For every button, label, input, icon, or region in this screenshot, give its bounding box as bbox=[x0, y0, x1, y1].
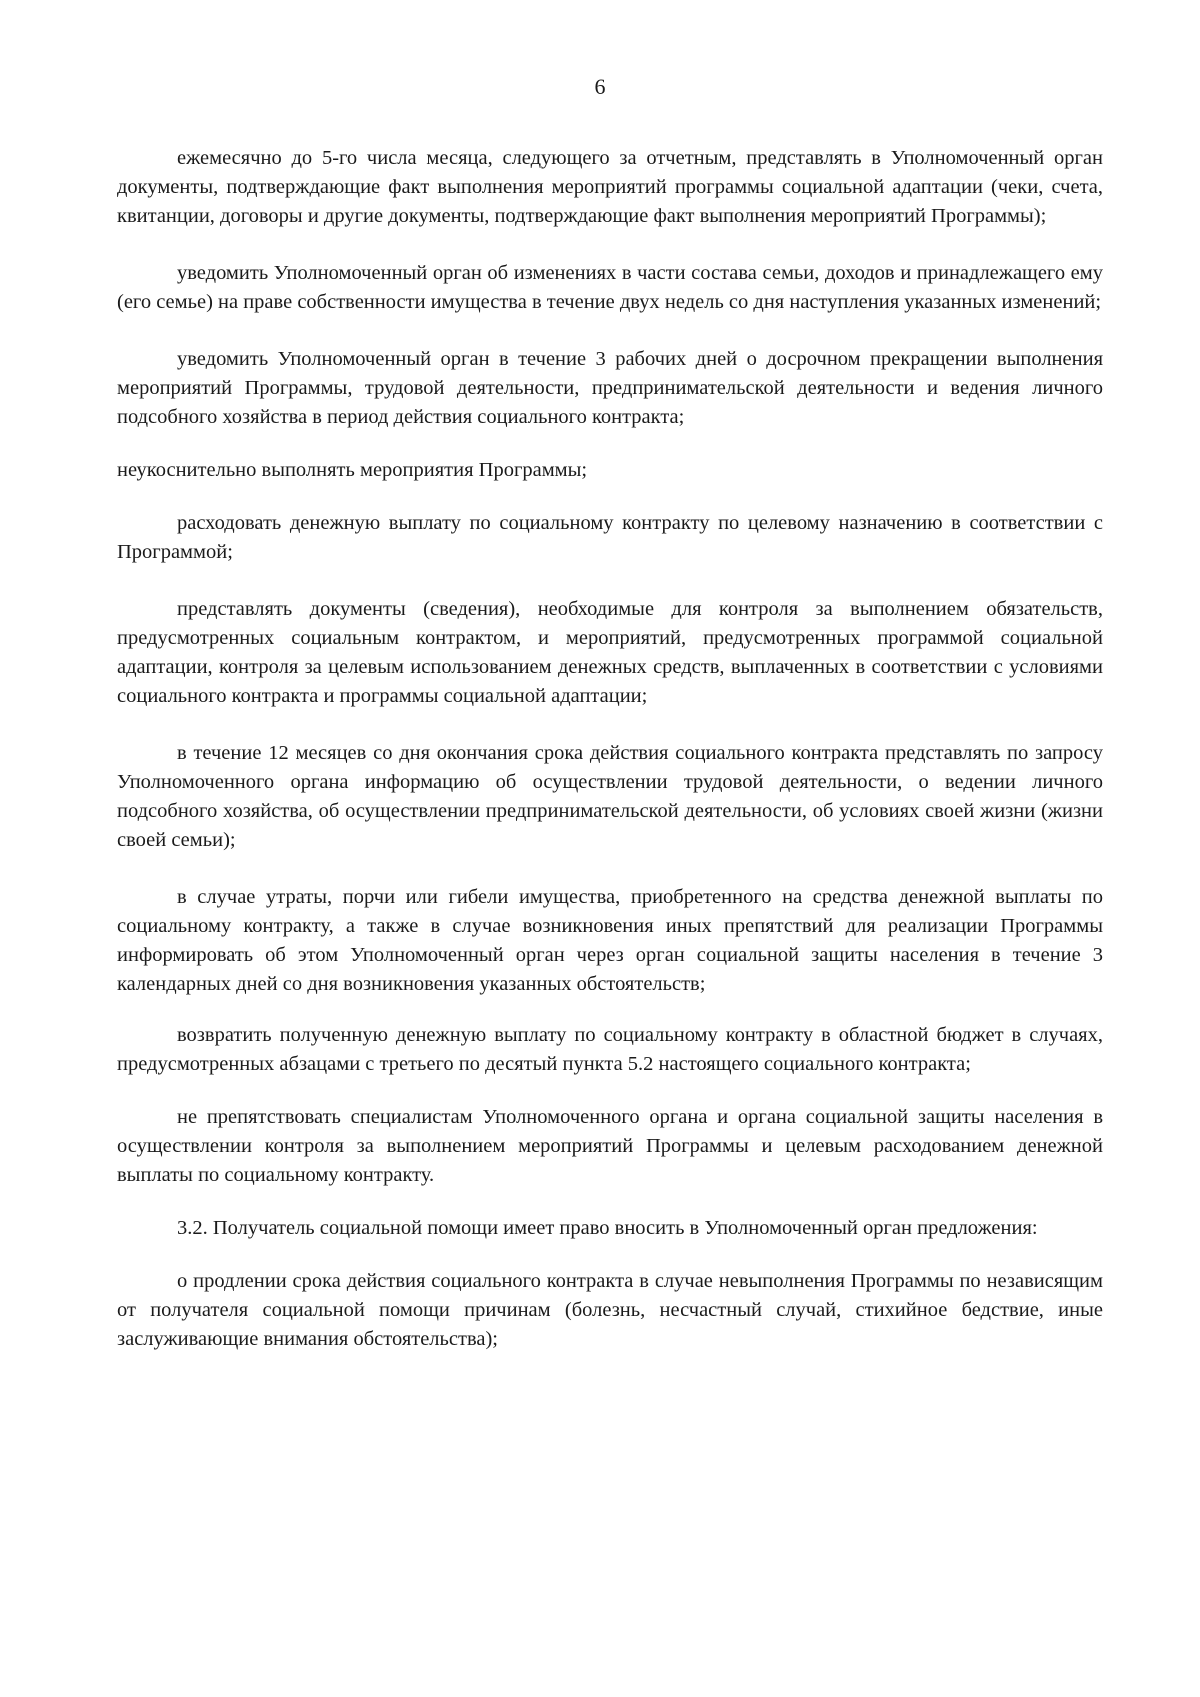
paragraph-twelve-months-report: в течение 12 месяцев со дня окончания срока действия социального контракта представлять по запросу Уполномоченного органа информацию об осуществлении трудовой деятельности, о ведении личного подсобного хозяйства, об осуществлении предпринимательской деятельности, об условиях своей жизни (жизни своей семьи); bbox=[117, 742, 1103, 851]
paragraph-do-not-obstruct: не препятствовать специалистам Уполномоченного органа и органа социальной защиты населения в осуществлении контроля за выполнением мероприятий Программы и целевым расходованием денежной выплаты по социальному контракту. bbox=[117, 1106, 1103, 1186]
paragraph-notify-changes: уведомить Уполномоченный орган об изменениях в части состава семьи, доходов и принадлежащего ему (его семье) на праве собственности имущества в течение двух недель со дня наступления указанных изменений; bbox=[117, 262, 1103, 313]
paragraph-extend-contract: о продлении срока действия социального контракта в случае невыполнения Программы по независящим от получателя социальной помощи причинам (болезнь, несчастный случай, стихийное бедствие, иные заслуживающие внимания обстоятельства); bbox=[117, 1270, 1103, 1350]
paragraph-notify-early-termination: уведомить Уполномоченный орган в течение 3 рабочих дней о досрочном прекращении выполнения мероприятий Программы, трудовой деятельности, предпринимательской деятельности и ведения личного подсобного хозяйства в период действия социального контракта; bbox=[117, 348, 1103, 428]
paragraph-fulfill-program: неукоснительно выполнять мероприятия Программы; bbox=[117, 459, 588, 481]
document-body bbox=[117, 144, 1103, 1354]
paragraph-monthly-documents: ежемесячно до 5-го числа месяца, следующего за отчетным, представлять в Уполномоченный орган документы, подтверждающие факт выполнения мероприятий программы социальной адаптации (чеки, счета, квитанции, договоры и другие документы, подтверждающие факт выполнения мероприятий Программы); bbox=[117, 147, 1103, 227]
paragraph-section-3-2: 3.2. Получатель социальной помощи имеет право вносить в Уполномоченный орган предложения: bbox=[177, 1217, 1038, 1239]
paragraph-provide-documents: представлять документы (сведения), необходимые для контроля за выполнением обязательств, предусмотренных социальным контрактом, и мероприятий, предусмотренных программой социальной адаптации, контроля за целевым использованием денежных средств, выплаченных в соответствии с условиями социального контракта и программы социальной адаптации; bbox=[117, 598, 1103, 707]
page-number: 6 bbox=[594, 74, 606, 99]
paragraph-spend-payment: расходовать денежную выплату по социальному контракту по целевому назначению в соответствии с Программой; bbox=[117, 512, 1103, 563]
paragraph-return-payment: возвратить полученную денежную выплату по социальному контракту в областной бюджет в случаях, предусмотренных абзацами с третьего по десятый пункта 5.2 настоящего социального контракта; bbox=[117, 1024, 1103, 1075]
paragraph-loss-of-property: в случае утраты, порчи или гибели имущества, приобретенного на средства денежной выплаты по социальному контракту, а также в случае возникновения иных препятствий для реализации Программы информировать об этом Уполномоченный орган через орган социальной защиты населения в течение 3 календарных дней со дня возникновения указанных обстоятельств; bbox=[117, 886, 1103, 995]
